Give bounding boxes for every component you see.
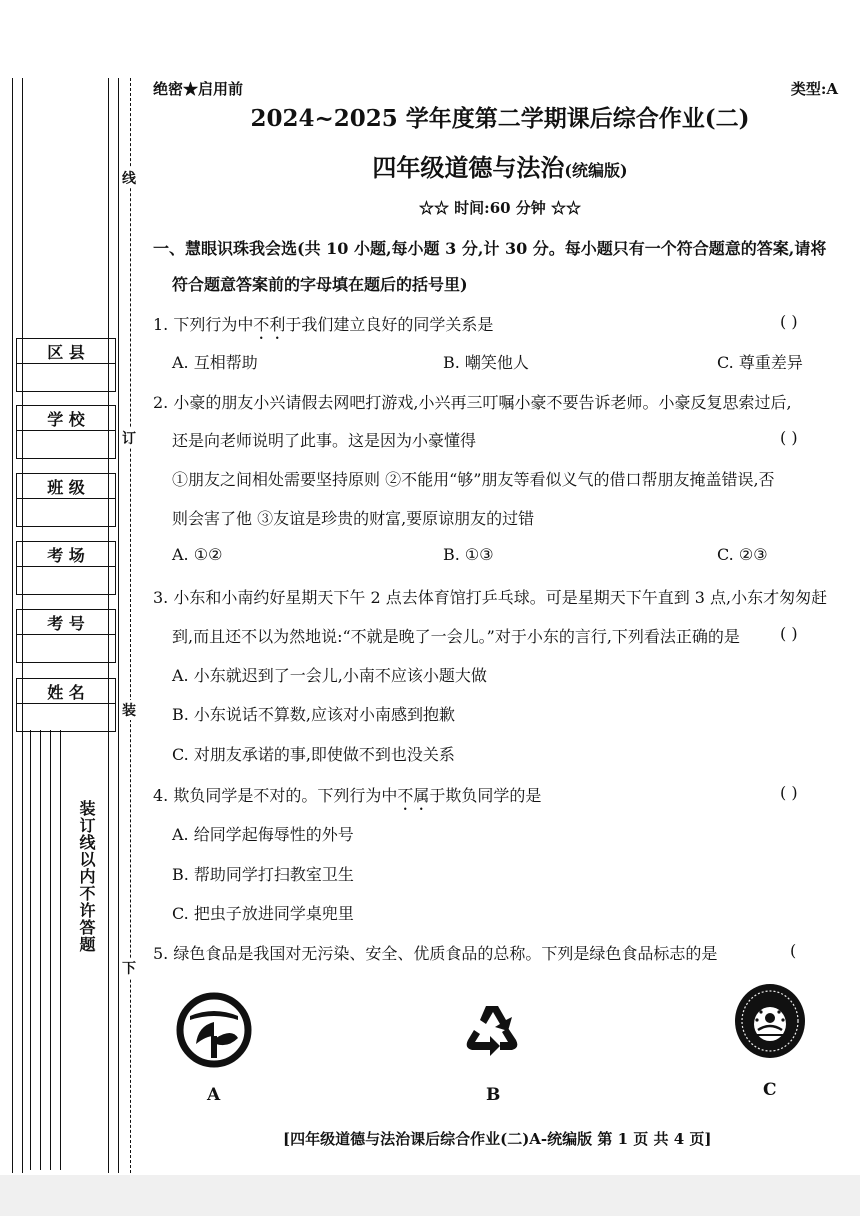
option-a: A. 给同学起侮辱性的外号	[172, 825, 354, 844]
question-4: 4. 欺负同学是不对的。下列行为中不属于欺负同学的是	[153, 786, 542, 805]
question-2-cont: 还是向老师说明了此事。这是因为小豪懂得	[172, 431, 477, 450]
answer-bracket[interactable]: ( )	[780, 312, 798, 331]
margin-line	[60, 730, 61, 1170]
option-a: A. 小东就迟到了一会儿,小南不应该小题大做	[172, 666, 487, 685]
logo-label: C	[763, 1080, 777, 1100]
field-district[interactable]	[16, 338, 116, 392]
section-heading: 一、慧眼识珠我会选(共 10 小题,每小题 3 分,计 30 分。每小题只有一个符合题意的答案,请将	[153, 239, 827, 258]
question-2-statements: ①朋友之间相处需要坚持原则 ②不能用“够”朋友等看似义气的借口帮朋友掩盖错误,否	[172, 470, 775, 489]
answer-bracket[interactable]: (	[790, 941, 797, 960]
option-b: B. 嘲笑他人	[443, 353, 529, 372]
question-1: 1. 下列行为中不利于我们建立良好的同学关系是	[153, 315, 494, 334]
field-label: 区 县	[17, 339, 115, 364]
subject-title: 四年级道德与法治	[372, 153, 565, 182]
binding-label: 装	[122, 700, 136, 720]
binding-note: 装订线以内不许答题	[77, 800, 96, 953]
exam-title: 2024~2025 学年度第二学期课后综合作业(二)	[250, 105, 750, 132]
margin-line	[12, 78, 13, 1173]
emphasis-text: 不利	[253, 315, 286, 334]
field-class[interactable]	[16, 473, 116, 527]
paper-type: 类型:A	[790, 80, 838, 98]
option-b: B. ①③	[443, 545, 494, 564]
field-exam-room[interactable]	[16, 541, 116, 595]
emphasis-text: 不属	[397, 786, 430, 805]
question-3-cont: 到,而且还不以为然地说:“不就是晚了一会儿。”对于小东的言行,下列看法正确的是	[172, 627, 740, 646]
option-c: C. 尊重差异	[717, 353, 803, 372]
recycle-logo-icon	[460, 1000, 524, 1060]
field-label: 考 号	[17, 610, 115, 635]
environmental-label-seal-icon	[733, 982, 807, 1060]
logo-label: A	[207, 1085, 221, 1105]
margin-line	[40, 730, 41, 1170]
field-label: 考 场	[17, 542, 115, 567]
page-footer: [四年级道德与法治课后综合作业(二)A-统编版 第 1 页 共 4 页]	[283, 1130, 712, 1148]
option-c: C. 把虫子放进同学桌兜里	[172, 904, 354, 923]
time-limit: ☆☆ 时间:60 分钟 ☆☆	[418, 199, 582, 217]
field-name[interactable]	[16, 678, 116, 732]
binding-label: 订	[122, 428, 136, 448]
binding-label: 下	[122, 958, 136, 978]
field-label: 班 级	[17, 474, 115, 499]
option-b: B. 小东说话不算数,应该对小南感到抱歉	[172, 705, 456, 724]
option-a: A. ①②	[172, 545, 223, 564]
margin-line	[30, 730, 31, 1170]
secret-label: 绝密★启用前	[153, 80, 244, 98]
answer-bracket[interactable]: ( )	[780, 783, 798, 802]
answer-bracket[interactable]: ( )	[780, 428, 798, 447]
option-b: B. 帮助同学打扫教室卫生	[172, 865, 354, 884]
field-label: 学 校	[17, 406, 115, 431]
binding-label: 线	[122, 168, 136, 188]
field-school[interactable]	[16, 405, 116, 459]
question-2: 2. 小豪的朋友小兴请假去网吧打游戏,小兴再三叮嘱小豪不要告诉老师。小豪反复思索过后,	[153, 393, 792, 412]
section-heading-cont: 符合题意答案前的字母填在题后的括号里)	[172, 275, 468, 294]
field-exam-number[interactable]	[16, 609, 116, 663]
binding-dash-line	[130, 78, 131, 1173]
edition-label: (统编版)	[564, 161, 628, 180]
margin-line	[118, 78, 119, 1173]
option-c: C. 对朋友承诺的事,即使做不到也没关系	[172, 745, 455, 764]
question-2-statements-cont: 则会害了他 ③友谊是珍贵的财富,要原谅朋友的过错	[172, 509, 535, 528]
option-a: A. 互相帮助	[172, 353, 258, 372]
green-food-logo-icon	[176, 992, 252, 1068]
field-label: 姓 名	[17, 679, 115, 704]
margin-line	[50, 730, 51, 1170]
exam-subtitle	[150, 148, 850, 183]
question-3: 3. 小东和小南约好星期天下午 2 点去体育馆打乒乓球。可是星期天下午直到 3 点,小东才匆匆赶	[153, 588, 828, 607]
logo-label: B	[486, 1085, 501, 1105]
option-c: C. ②③	[717, 545, 768, 564]
answer-bracket[interactable]: ( )	[780, 624, 798, 643]
question-5: 5. 绿色食品是我国对无污染、安全、优质食品的总称。下列是绿色食品标志的是	[153, 944, 718, 963]
scan-bottom-band	[0, 1175, 860, 1216]
